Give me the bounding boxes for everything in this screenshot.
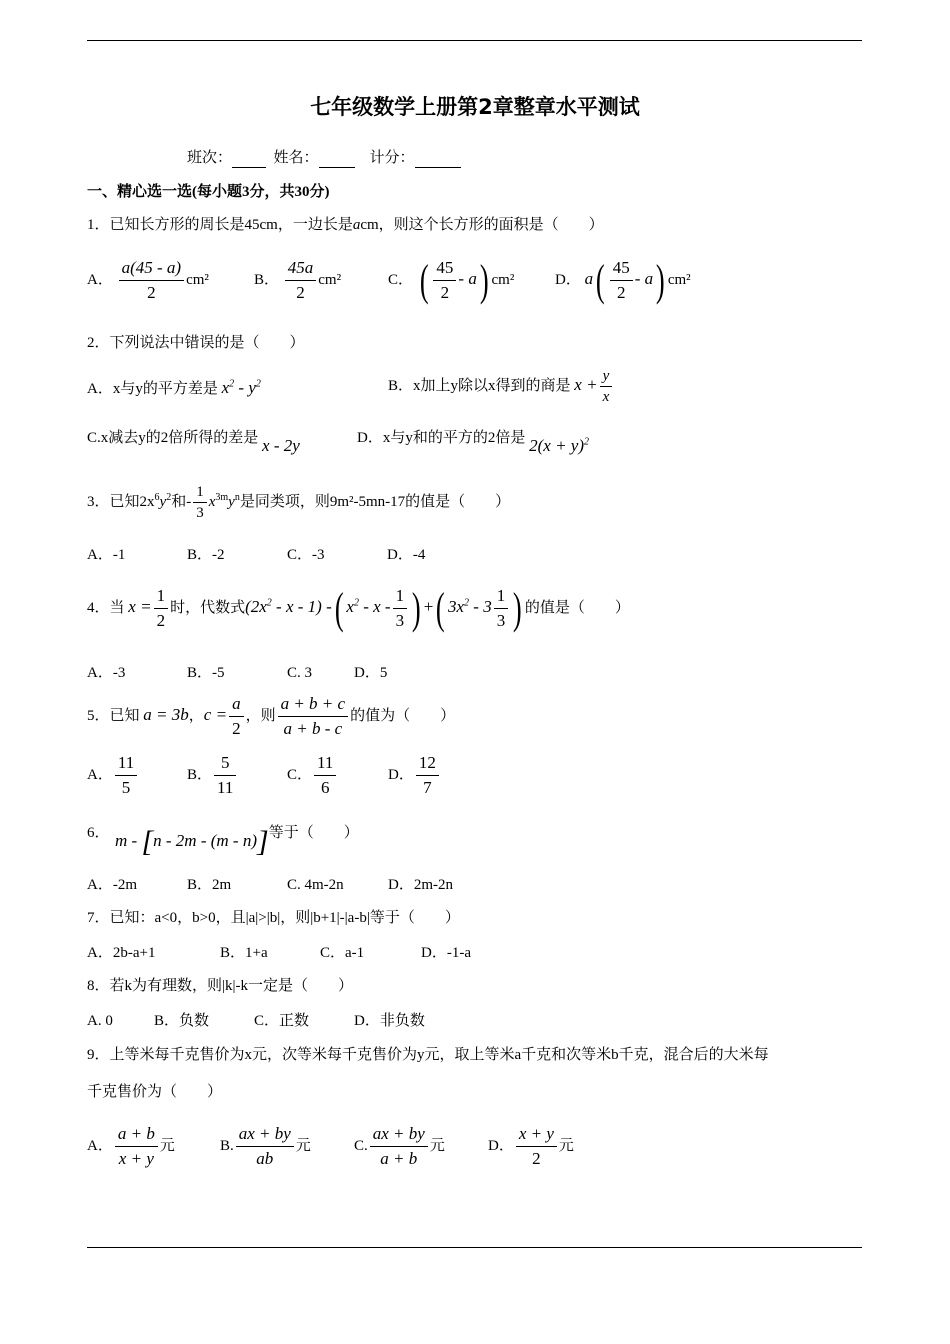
q1-option-a[interactable] <box>87 256 209 305</box>
option-text: x减去y的2倍所得的差是 <box>100 430 259 446</box>
paren-right: ) <box>412 583 421 633</box>
q6-option-b[interactable]: B．2m <box>187 877 232 893</box>
frac-num: 45a <box>285 256 317 281</box>
frac-den: a + b - c <box>283 719 343 738</box>
frac-den: ab <box>256 1149 274 1168</box>
q8-options <box>87 1009 425 1030</box>
unit: 元 <box>429 1137 445 1154</box>
q1-a-fraction <box>119 256 184 305</box>
q2-option-c[interactable] <box>87 426 300 455</box>
frac-den: 2 <box>232 719 241 738</box>
q5-option-c[interactable] <box>287 751 338 800</box>
q4-frac-3 <box>494 584 509 633</box>
q5-option-b[interactable] <box>187 751 238 800</box>
question-2 <box>87 331 305 352</box>
frac-num: 1 <box>393 584 408 609</box>
q2-option-d[interactable] <box>357 426 589 455</box>
q5-c-fraction <box>314 751 336 800</box>
frac-den: 6 <box>320 778 330 797</box>
frac-num: ax + by <box>370 1122 428 1147</box>
bracket-left: [ <box>141 825 154 858</box>
q9-option-c[interactable] <box>354 1122 445 1171</box>
option-label: C． <box>287 766 313 783</box>
q3-option-c[interactable]: C．-3 <box>287 547 325 563</box>
q2-a-expr: $x^2 - y^2$ <box>221 378 261 397</box>
q8-option-b[interactable]: B．负数 <box>154 1013 210 1029</box>
q6-option-c[interactable]: C. 4m-2n <box>287 877 344 893</box>
option-text: x加上y除以x得到的商是 <box>413 377 571 394</box>
frac-den: 2 <box>532 1149 541 1168</box>
name-blank[interactable] <box>319 150 355 168</box>
score-blank[interactable] <box>415 150 461 168</box>
option-label: C. <box>87 430 101 446</box>
q5-text-post: 的值为（ ） <box>350 707 456 724</box>
frac-den: 3 <box>496 611 506 630</box>
expr-tail: - a <box>458 268 477 288</box>
q1-text-pre: 已知长方形的周长是45cm，一边长是 <box>109 217 353 233</box>
frac-num: 1 <box>193 482 207 503</box>
q6-expr: m - [n - 2m - (m - n)] <box>115 825 269 858</box>
frac-num: y <box>600 366 613 387</box>
frac-num: 5 <box>214 751 236 776</box>
q9-option-d[interactable] <box>488 1122 574 1171</box>
q5-expr-1: a = 3b <box>143 704 189 724</box>
frac-den: 2 <box>617 283 626 302</box>
q8-text: 若k为有理数，则|k|-k一定是（ ） <box>109 978 354 994</box>
frac-den: 7 <box>423 778 432 797</box>
frac-num: 12 <box>416 751 439 776</box>
option-label: A． <box>87 271 113 288</box>
q7-number: 7． <box>87 910 110 926</box>
q1-option-b[interactable] <box>254 256 341 305</box>
option-label: D． <box>388 766 414 783</box>
frac-den: 3 <box>196 505 204 521</box>
q5-text-pre: 已知 <box>109 707 140 724</box>
unit: cm² <box>491 271 515 288</box>
q3-option-a[interactable]: A．-1 <box>87 547 126 563</box>
q6-options <box>87 873 453 894</box>
question-6 <box>87 816 359 858</box>
frac-num: 45 <box>610 256 633 281</box>
q9-text-line1: 上等米每千克售价为x元，次等米每千克售价为y元，取上等米a千克和次等米b千克，混合后的大米每 <box>109 1047 769 1063</box>
q2-option-a[interactable] <box>87 377 261 398</box>
frac-num: a(45 - a) <box>119 256 184 281</box>
frac-num: 1 <box>494 584 509 609</box>
name-label: 姓名： <box>273 150 319 166</box>
bottom-rule <box>87 1247 862 1248</box>
q4-text-mid: 时，代数式 <box>170 599 246 616</box>
q9-option-b[interactable] <box>220 1122 311 1171</box>
q8-number: 8． <box>87 978 110 994</box>
q3-text-mid: 和- <box>171 493 192 510</box>
q4-x-expr: x = <box>128 596 152 616</box>
q1-var: a <box>352 217 361 233</box>
q7-text: 已知：a<0，b>0，且|a|>|b|，则|b+1|-|a-b|等于（ ） <box>109 910 460 926</box>
class-blank[interactable] <box>232 150 266 168</box>
q9-b-fraction <box>236 1122 294 1171</box>
q5-expr-2: c = <box>203 704 228 724</box>
q5-a-fraction <box>115 751 137 800</box>
question-9 <box>87 1043 769 1064</box>
frac-den: x <box>602 389 610 405</box>
q5-frac-1 <box>229 692 244 741</box>
q7-option-c[interactable]: C．a-1 <box>320 945 365 961</box>
option-label: A． <box>87 1137 113 1154</box>
q3-fraction <box>193 482 207 523</box>
option-text: x与y和的平方的2倍是 <box>382 430 526 446</box>
q3-option-d[interactable]: D．-4 <box>387 547 426 563</box>
q7-option-d[interactable]: D．-1-a <box>421 945 471 961</box>
unit: 元 <box>558 1137 574 1154</box>
option-label: B． <box>187 766 213 783</box>
frac-den: 2 <box>440 283 450 302</box>
unit: 元 <box>159 1137 175 1154</box>
frac-num: a + b + c <box>278 692 349 717</box>
frac-num: 1 <box>154 584 169 609</box>
q5-option-a[interactable] <box>87 751 139 800</box>
top-rule <box>87 40 862 41</box>
q5-text-mid: ，则 <box>245 707 276 724</box>
q1-b-fraction <box>285 256 317 305</box>
q2-b-fraction <box>600 366 613 407</box>
q9-number: 9． <box>87 1047 110 1063</box>
option-label: A． <box>87 381 113 397</box>
q4-expr-3: $3x^2 - 3$ <box>447 596 492 616</box>
q2-b-expr: x + <box>574 374 598 394</box>
frac-den: 2 <box>156 611 166 630</box>
q1-option-d[interactable] <box>555 256 691 305</box>
frac-num: 11 <box>115 751 137 776</box>
frac-num: ax + by <box>236 1122 294 1147</box>
frac-num: a <box>229 692 244 717</box>
page-title: 七年级数学上册第2章整章水平测试 <box>310 95 640 119</box>
q1-d-fraction <box>610 256 633 305</box>
frac-num: x + y <box>516 1122 557 1147</box>
option-label: B． <box>254 271 280 288</box>
frac-den: 11 <box>217 778 234 797</box>
frac-num: a + b <box>115 1122 158 1147</box>
q2-d-expr: $2(x + y)^2$ <box>529 436 589 455</box>
option-label: C. <box>354 1137 368 1154</box>
q6-number: 6． <box>87 824 110 841</box>
frac-num: 45 <box>433 256 456 281</box>
frac-den: a + b <box>380 1149 418 1168</box>
q5-number: 5． <box>87 707 110 724</box>
q6-text-post: 等于（ ） <box>268 824 359 841</box>
option-label: D． <box>555 271 581 288</box>
q3-text-pre: 已知2x <box>109 493 155 510</box>
bracket-right: ] <box>257 825 269 858</box>
question-4 <box>87 584 630 633</box>
option-text: x与y的平方差是 <box>112 381 218 397</box>
q7-option-a[interactable]: A．2b-a+1 <box>87 945 156 961</box>
unit: cm² <box>667 271 691 288</box>
expr-tail: - a <box>634 268 654 288</box>
q4-option-a[interactable]: A．-3 <box>87 665 126 681</box>
option-label: C． <box>388 271 414 288</box>
q3-text-post: 是同类项，则9m²-5mn-17的值是（ ） <box>239 493 511 510</box>
q2-c-expr: x - 2y <box>262 436 300 455</box>
q8-option-d[interactable]: D．非负数 <box>354 1013 425 1029</box>
q2-option-b[interactable] <box>388 366 614 407</box>
q6-option-a[interactable]: A．-2m <box>87 877 137 893</box>
question-3: 3．已知$2x^6y^2$和- $\frac{1}{3}$ $x^{3m}y^n$是同类项，则9m²-5mn-17的值是（ ） <box>87 484 511 521</box>
q1-option-c[interactable] <box>388 256 514 305</box>
q9-option-a[interactable] <box>87 1122 175 1171</box>
q2-number: 2． <box>87 335 110 351</box>
q7-options <box>87 941 471 962</box>
q6-option-d[interactable]: D．2m-2n <box>388 877 453 893</box>
q4-option-c[interactable]: C. 3 <box>287 665 313 681</box>
q9-a-fraction <box>115 1122 158 1171</box>
header-fields <box>187 146 461 168</box>
q3-number: 3． <box>87 493 110 510</box>
q1-c-fraction <box>433 256 456 305</box>
option-label: B. <box>220 1137 234 1154</box>
frac-den: 2 <box>147 283 156 302</box>
plus-sign: + <box>423 596 434 616</box>
class-label: 班次： <box>187 150 233 166</box>
option-label: D． <box>357 430 383 446</box>
q4-expr-2: $x^2$ - x - <box>346 596 391 616</box>
unit: 元 <box>295 1137 311 1154</box>
paren-right: ) <box>656 255 665 305</box>
q5-frac-2 <box>278 692 349 741</box>
q3-option-b[interactable]: B．-2 <box>187 547 225 563</box>
option-label: D． <box>488 1137 514 1154</box>
unit: cm² <box>318 271 342 288</box>
q8-option-a[interactable]: A. 0 <box>87 1013 113 1029</box>
q1-number: 1． <box>87 217 110 233</box>
paren-left: ( <box>419 255 429 305</box>
q9-d-fraction <box>516 1122 557 1171</box>
q7-option-b[interactable]: B．1+a <box>220 945 268 961</box>
q9-c-fraction <box>370 1122 428 1171</box>
paren-left: ( <box>436 583 446 633</box>
question-9-line2 <box>87 1080 222 1101</box>
q4-text-pre: 当 <box>109 599 125 616</box>
q9-text-line2: 千克售价为（ ） <box>87 1084 223 1100</box>
option-label: B． <box>388 377 414 394</box>
q4-x-fraction <box>154 584 169 633</box>
unit: cm² <box>186 271 209 288</box>
q8-option-c[interactable]: C．正数 <box>254 1013 310 1029</box>
q5-b-fraction <box>214 751 236 800</box>
question-8 <box>87 974 353 995</box>
q1-text-post: cm，则这个长方形的面积是（ ） <box>360 217 604 233</box>
paren-right: ) <box>513 583 522 633</box>
q4-number: 4． <box>87 599 110 616</box>
q2-text: 下列说法中错误的是（ ） <box>109 335 305 351</box>
q4-options <box>87 661 387 682</box>
frac-den: 5 <box>121 778 131 797</box>
q4-text-post: 的值是（ ） <box>524 599 630 616</box>
question-7 <box>87 906 460 927</box>
q5-option-d[interactable] <box>388 751 441 800</box>
section-title: 一、精心选一选(每小题3分，共30分) <box>87 184 330 200</box>
option-label: A． <box>87 766 113 783</box>
frac-den: 3 <box>395 611 405 630</box>
q4-frac-2 <box>393 584 408 633</box>
q5-d-fraction <box>416 751 439 800</box>
q3-options <box>87 543 425 564</box>
q4-option-d[interactable]: D．5 <box>354 665 388 681</box>
q4-option-b[interactable]: B．-5 <box>187 665 225 681</box>
frac-den: x + y <box>118 1149 154 1168</box>
score-label: 计分： <box>369 150 415 166</box>
q4-expr: ($2x^2$ - x - 1) - <box>245 596 332 616</box>
frac-num: 11 <box>314 751 336 776</box>
frac-den: 2 <box>296 283 305 302</box>
paren-left: ( <box>596 255 605 305</box>
paren-left: ( <box>334 583 344 633</box>
question-1 <box>87 213 604 234</box>
question-5: 5．已知 a = 3b，c = $\frac{a}{2}$ ，则 $\frac{a + b + c}{a + b - c}$ 的值为（ ） <box>87 692 455 741</box>
paren-right: ) <box>479 255 489 305</box>
expr-lead: a <box>584 268 594 288</box>
